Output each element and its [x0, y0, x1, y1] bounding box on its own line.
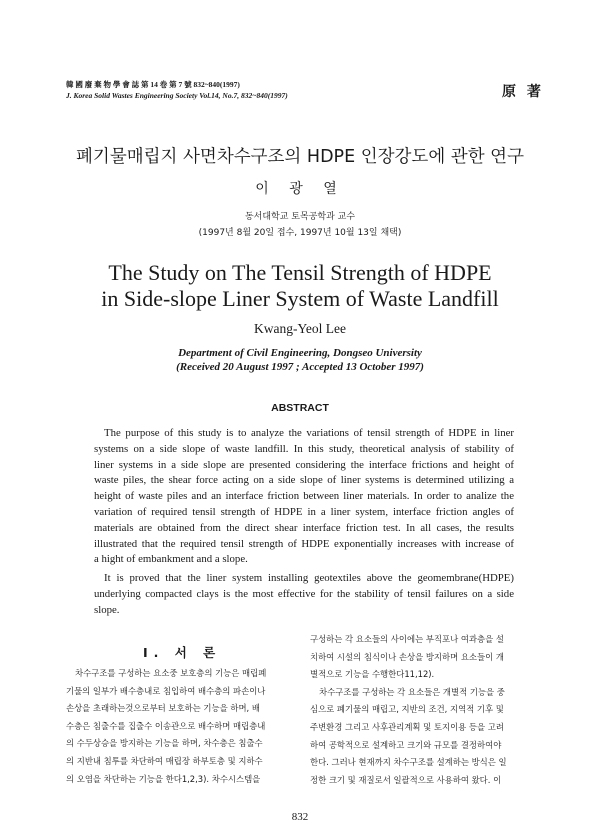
english-dates: (Received 20 August 1997 ; Accepted 13 October 1997) [176, 361, 424, 373]
abstract-line: materials are obtained from the direct shear interface friction test. In all cases, the results [94, 521, 514, 534]
abstract-paragraph-2 [94, 571, 514, 618]
body-line: 심으로 폐기물의 매립고, 지반의 조건, 지역적 기후 및 [310, 704, 504, 715]
korean-author: 이 광 열 [255, 181, 345, 197]
body-line: 의 오염을 차단하는 기능을 한다1,2,3). 차수시스템을 [66, 773, 261, 784]
abstract-heading: ABSTRACT [271, 402, 329, 414]
abstract-line: height of waste piles and an interface friction between liner materials. In order to analize the [94, 490, 514, 503]
body-line: 주변환경 그리고 사후관리계획 및 토지이용 등을 고려 [310, 721, 504, 732]
body-line: 치하여 시설의 침식이나 손상을 방지하며 요소들이 개 [310, 651, 504, 662]
abstract-line: illustrated that the required tensil strength of HDPE exponentially increases with increase of [94, 537, 514, 550]
english-title-line2: in Side-slope Liner System of Waste Landfill [101, 286, 499, 311]
body-column-right [310, 631, 540, 789]
abstract-line: slope. [94, 603, 120, 616]
korean-title: 폐기물매립지 사면차수구조의 HDPE 인장강도에 관한 연구 [76, 147, 524, 167]
body-line: 의 수두상승을 방지하는 기능을 하며, 차수층은 침출수 [66, 738, 263, 749]
journal-header-korean: 韓 國 廢 棄 物 學 會 誌 第 14 卷 第 7 號 832~840(1997) [66, 80, 240, 89]
abstract-line: liner systems in a side slope are presented considering the interface frictions and height of [94, 458, 514, 471]
body-line: 별적으로 기능을 수행한다11,12). [310, 669, 435, 680]
section-heading-introduction: I. 서 론 [143, 645, 222, 660]
korean-affiliation: 동서대학교 토목공학과 교수 [244, 212, 356, 222]
abstract-paragraph-1 [94, 426, 514, 568]
body-line: 손상을 초래하는것으로부터 보호하는 기능을 하며, 배 [66, 703, 260, 714]
abstract-line: waste piles, the shear force acting on a side slope of liner systems is determined utilizing a [94, 474, 514, 487]
body-column-left [66, 665, 291, 788]
body-line: 구성하는 각 요소들의 사이에는 부직포나 여과층을 설 [310, 634, 504, 644]
abstract-line: variation of required tensil strength of HDPE in a liner system, interface friction angles of [94, 505, 514, 518]
article-type-label: 原 著 [502, 84, 544, 100]
abstract-line: systems on a side slope of waste landfill. In this study, theoretical analysis of stability of [94, 442, 514, 455]
body-line: 하여 공학적으로 설계하고 크기와 규모를 결정하여야 [310, 739, 502, 750]
abstract-line: a hight of embankment and a slope. [94, 553, 248, 566]
english-author: Kwang-Yeol Lee [254, 321, 346, 336]
english-affiliation: Department of Civil Engineering, Dongseo University [178, 347, 422, 359]
body-line: 한다. 그러나 현재까지 차수구조를 설계하는 방식은 일 [310, 757, 507, 768]
journal-header-english: J. Korea Solid Wastes Engineering Society Vol.14, No.7, 832~840(1997) [66, 91, 288, 100]
body-line: 의 지반내 침투를 차단하여 매립장 하부토층 및 지하수 [66, 755, 263, 766]
abstract-line: The purpose of this study is to analyze the variations of tensil strength of HDPE in liner [104, 427, 514, 439]
abstract-line: underlying compacted clays is the most effective for the stability of tensil failures on a side [94, 587, 514, 600]
page-number: 832 [291, 811, 309, 823]
body-line: 수층은 침출수를 집출수 이송관으로 배수하며 매립층내 [66, 720, 266, 731]
korean-dates: (1997년 8월 20일 접수, 1997년 10월 13일 채택) [198, 228, 402, 238]
body-line: 차수구조를 구성하는 요소중 보호층의 기능은 매립폐 [75, 668, 267, 678]
body-line: 차수구조를 구성하는 각 요소들은 개별적 기능을 중 [319, 686, 505, 697]
body-line: 기물의 일부가 배수층내로 침입하여 배수층의 파손이나 [66, 685, 266, 696]
abstract-line: It is proved that the liner system installing geotextiles above the geomembrane(HDPE) [104, 572, 514, 584]
english-title-line1: The Study on The Tensil Strength of HDPE [108, 260, 492, 285]
body-line: 정한 크기 및 재질로서 일괄적으로 사용하여 왔다. 이 [310, 774, 502, 785]
